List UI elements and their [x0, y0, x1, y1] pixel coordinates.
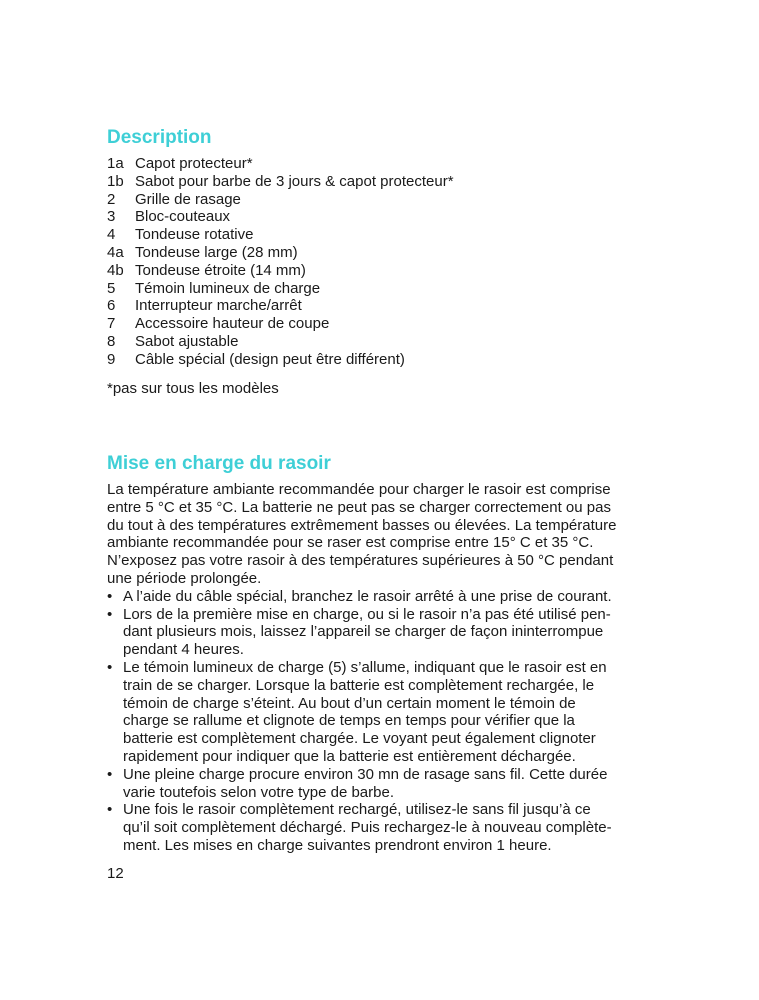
part-number: 7 — [107, 315, 116, 333]
parts-list-item — [107, 351, 454, 369]
text-line: N’exposez pas votre rasoir à des températures supérieures à 50 °C pendant — [107, 552, 614, 570]
description-heading: Description — [107, 127, 212, 148]
bullet-icon: • — [107, 605, 113, 623]
parts-list-item — [107, 262, 454, 280]
part-number: 4 — [107, 226, 116, 244]
part-label: Tondeuse rotative — [135, 226, 254, 244]
parts-list-item — [107, 297, 454, 315]
text-line: qu’il soit complètement déchargé. Puis rechargez-le à nouveau complète- — [123, 819, 612, 837]
charging-heading: Mise en charge du rasoir — [107, 453, 331, 474]
part-number: 5 — [107, 279, 116, 297]
charging-bullet-list — [107, 588, 652, 855]
bullet-icon: • — [107, 801, 113, 819]
part-label: Capot protecteur* — [135, 155, 253, 172]
parts-list-item — [107, 208, 454, 226]
text-line: Lors de la première mise en charge, ou si le rasoir n’a pas été utilisé pen- — [123, 605, 611, 623]
text-line: Une fois le rasoir complètement rechargé, utilisez-le sans fil jusqu’à ce — [123, 801, 591, 819]
models-footnote: *pas sur tous les modèles — [107, 380, 279, 397]
parts-list-item — [107, 226, 454, 244]
parts-list-item — [107, 155, 454, 173]
part-label: Grille de rasage — [135, 190, 241, 208]
text-line: ambiante recommandée pour se raser est comprise entre 15° C et 35 °C. — [107, 534, 594, 552]
part-number: 6 — [107, 297, 116, 315]
part-label: Témoin lumineux de charge — [135, 279, 321, 297]
text-line: pendant 4 heures. — [123, 641, 244, 659]
part-label: Tondeuse large (28 mm) — [135, 243, 298, 261]
bullet-icon: • — [107, 658, 113, 676]
text-line: Une pleine charge procure environ 30 mn de rasage sans fil. Cette durée — [123, 765, 608, 783]
text-line: train de se charger. Lorsque la batterie est complètement rechargée, le — [123, 676, 595, 694]
page-number: 12 — [107, 865, 124, 882]
parts-list-item — [107, 315, 454, 333]
part-number: 4b — [107, 261, 124, 279]
part-label: Interrupteur marche/arrêt — [135, 297, 302, 315]
part-number: 4a — [107, 243, 124, 261]
part-label: Câble spécial (design peut être différent) — [135, 350, 405, 368]
text-line: entre 5 °C et 35 °C. La batterie ne peut pas se charger correctement ou pas — [107, 498, 611, 516]
bullet-item — [107, 801, 652, 854]
text-line: varie toutefois selon votre type de barbe. — [123, 783, 394, 801]
part-label: Accessoire hauteur de coupe — [135, 315, 330, 333]
text-line: une période prolongée. — [107, 569, 262, 587]
part-number: 3 — [107, 208, 116, 226]
parts-list-item — [107, 173, 454, 191]
part-number: 8 — [107, 332, 116, 350]
part-label: Bloc-couteaux — [135, 208, 231, 226]
text-line: ment. Les mises en charge suivantes prendront environ 1 heure. — [123, 836, 552, 854]
text-line: batterie est complètement chargée. Le voyant peut également clignoter — [123, 730, 596, 748]
bullet-item — [107, 588, 652, 606]
text-line: rapidement pour indiquer que la batterie est entièrement déchargée. — [123, 747, 576, 765]
part-number: 1a — [107, 155, 124, 172]
text-line: témoin de charge s’éteint. Au bout d’un certain moment le témoin de — [123, 694, 576, 712]
bullet-item — [107, 659, 652, 766]
charging-section — [107, 481, 652, 855]
parts-list-item — [107, 280, 454, 298]
text-line: Le témoin lumineux de charge (5) s’allume, indiquant que le rasoir est en — [123, 658, 607, 676]
text-line: dant plusieurs mois, laissez l’appareil se charger de façon ininterrompue — [123, 623, 604, 641]
parts-list-item — [107, 244, 454, 262]
part-number: 2 — [107, 190, 116, 208]
text-line: A l’aide du câble spécial, branchez le rasoir arrêté à une prise de courant. — [123, 587, 612, 605]
part-label: Sabot pour barbe de 3 jours & capot protecteur* — [135, 172, 454, 190]
bullet-item — [107, 766, 652, 802]
bullet-icon: • — [107, 587, 113, 605]
part-label: Sabot ajustable — [135, 332, 239, 350]
part-number: 1b — [107, 172, 124, 190]
text-line: du tout à des températures extrêmement basses ou élevées. La température — [107, 516, 617, 534]
part-number: 9 — [107, 350, 116, 368]
text-line: charge se rallume et clignote de temps en temps pour vérifier que la — [123, 712, 575, 730]
parts-list — [107, 155, 454, 369]
parts-list-item — [107, 333, 454, 351]
charging-intro-paragraph — [107, 481, 652, 588]
bullet-item — [107, 606, 652, 659]
parts-list-item — [107, 191, 454, 209]
part-label: Tondeuse étroite (14 mm) — [135, 261, 306, 279]
bullet-icon: • — [107, 765, 113, 783]
text-line: La température ambiante recommandée pour charger le rasoir est comprise — [107, 481, 611, 498]
